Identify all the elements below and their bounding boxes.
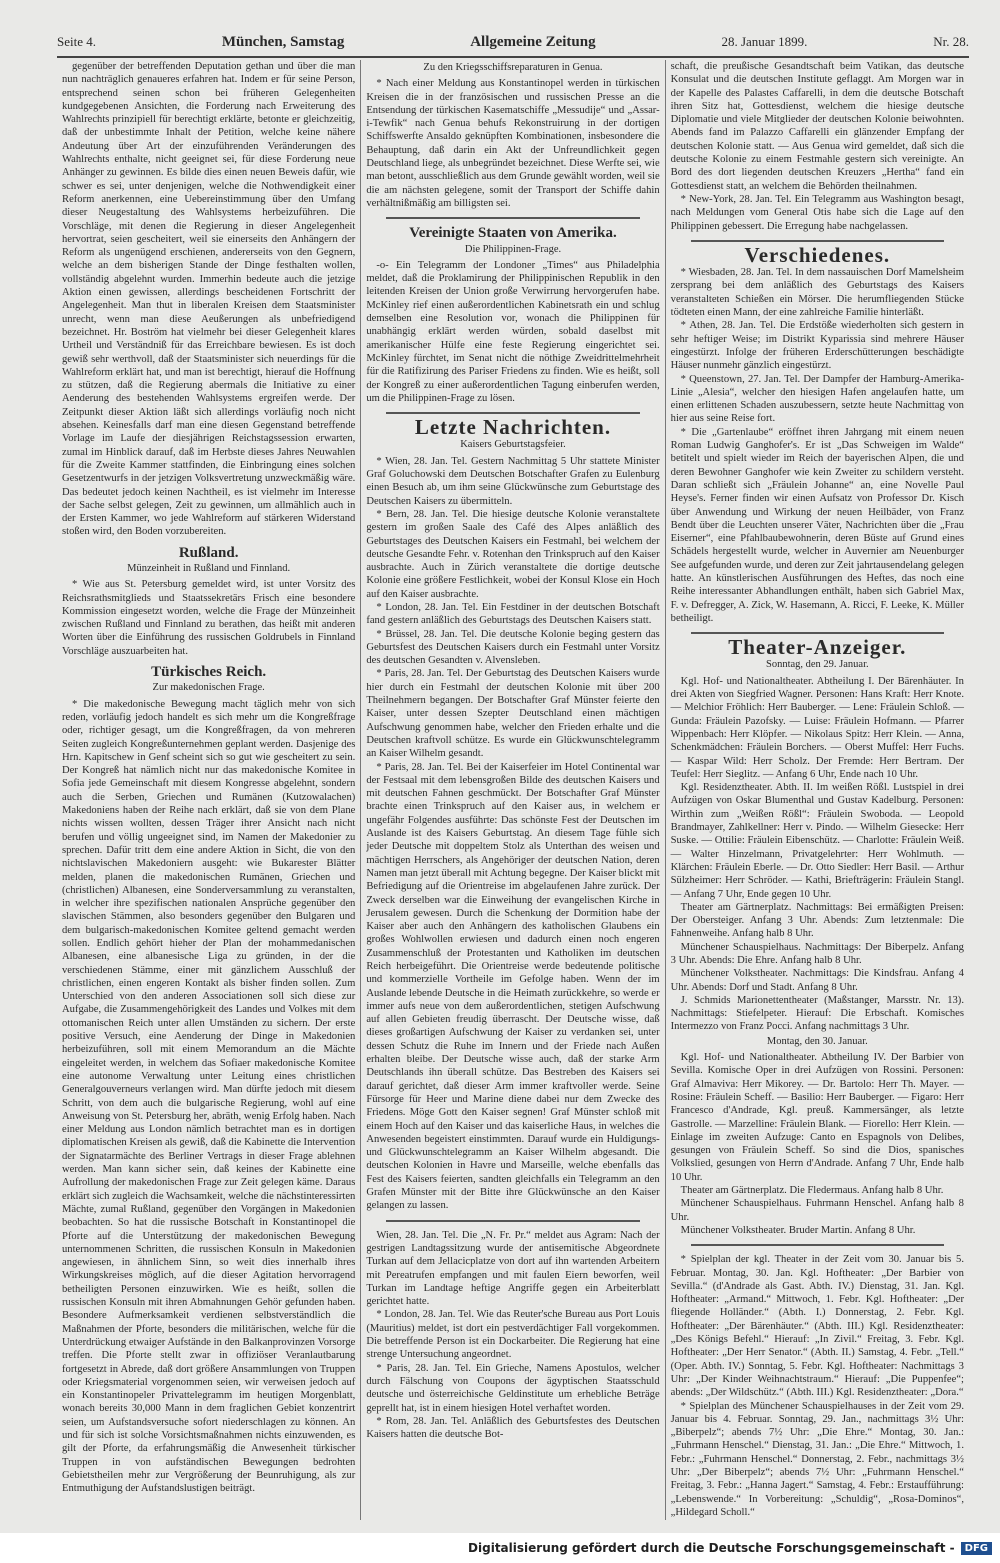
column-right [665, 60, 969, 1520]
subheading: Sonntag, den 29. Januar. [765, 659, 869, 671]
section-divider [386, 412, 639, 414]
subheading: Montag, den 30. Januar. [766, 1035, 868, 1047]
article-paragraph: * Spielplan des Münchener Schauspielhauses in der Zeit vom 29. Januar bis 4. Februar. Sonntag, 29. Jan., nachmittags 3½ Uhr: „Biberpelz“; abends 7½ Uhr: „Die Ehre.“ Montag, 30. Jan.: „Fuhrmann Henschel.“ Dienstag, 31. Jan.: „Die Ehre.“ Mittwoch, 1. Febr.: „Fuhrmann Henschel.“ Donnerstag, 2. Febr., nachmittags 3½ Uhr: „Der Biberpelz“; abends 7½ Uhr: „Fuhrmann Henschel.“ Freitag, 3. Febr.: „Hanna Jagert.“ Samstag, 4. Febr.: Erstaufführung: „Lebenswende.“ In Vorbereitung: „Schuldig“, „Rosa-Dominos“, „Hildegard Scholl.“ [670, 1400, 964, 1518]
newspaper-title: Allgemeine Zeitung [470, 34, 596, 50]
section-heading: Verschiedenes. [744, 242, 891, 267]
subheading: Kaisers Geburtstagsfeier. [460, 439, 566, 451]
article-paragraph: * Queenstown, 27. Jan. Tel. Der Dampfer der Hamburg-Amerika-Linie „Alesia“, welcher den hiesigen Hafen angelaufen hatte, um einen erlittenen Schaden auszubessern, setzte heute Nachmittag von hier aus seine Reise fort. [670, 373, 964, 425]
column-middle [360, 60, 664, 1520]
theater-listing: Münchener Volkstheater. Bruder Martin. Anfang 8 Uhr. [680, 1224, 916, 1236]
article-paragraph: * Bern, 28. Jan. Tel. Die hiesige deutsche Kolonie veranstaltete gestern im großen Saale des Café des Alpes anläßlich des Geburtstages des Deutschen Kaisers ein Festmahl, bei welchem der deutsche Gesandte Fehr. v. Rotenhan den Trinkspruch auf den Kaiser ausbrachte. Auch in Zürich veranstaltete die dortige deutsche Kolonie eine größere Festlichkeit, wobei der Konsul Klose ein Hoch auf den Kaiser ausbrachte. [366, 508, 660, 600]
article-paragraph: schaft, die preußische Gesandtschaft beim Vatikan, das deutsche Konsulat und die deutschen Institute geflaggt. Am Morgen war in der Kapelle des Palastes Caffarelli, in dem die deutsche Botschaft ihren Sitz hat, Gottesdienst, welchem die hiesige deutsche Diplomatie und viele Mitglieder der deutschen Kolonie beiwohnten. Abends fand im Palazzo Caffarelli ein glänzender Empfang der deutschen Kolonie statt. — Aus Genua wird gemeldet, daß sich die deutsche Kolonie zu einem Festmahle gestern sich vereinigte. An Bord des dort liegenden deutschen Kreuzers „Hertha“ fand ein Gottesdienst statt, an welchem die Behörden theilnahmen. [670, 61, 964, 192]
article-paragraph: * Rom, 28. Jan. Tel. Anläßlich des Geburtsfestes des Deutschen Kaisers hatten die deutsche Bot- [366, 1415, 660, 1441]
theater-listing: Theater am Gärtnerplatz. Die Fledermaus. Anfang halb 8 Uhr. [680, 1185, 944, 1197]
section-divider [386, 1220, 639, 1222]
dfg-logo: DFG [961, 1542, 992, 1555]
article-paragraph: * Wien, 28. Jan. Tel. Gestern Nachmittag 5 Uhr stattete Minister Graf Goluchowski dem Deutschen Botschafter Grafen zu Eulenburg einen Besuch ab, um ihm seine Glückwünsche zum Geburtstage des Deutschen Kaisers zu übermitteln. [366, 455, 660, 507]
theater-listing: Münchener Schauspielhaus. Nachmittags: Der Biberpelz. Anfang 3 Uhr. Abends: Die Ehre. Anfang halb 8 Uhr. [670, 941, 964, 966]
subheading: Zu den Kriegsschiffsreparaturen in Genua. [423, 62, 603, 73]
article-paragraph: * Nach einer Meldung aus Konstantinopel werden in türkischen Kreisen die in der französischen und russischen Presse an die Entsendung der türkischen Kasematschiffe „Messudije“ und „Assar-i-Tewfik“ nach Genua behufs Rekonstruirung in der dortigen Schiffswerfte Ansaldo geknüpften Kombinationen, insbesondere die Behauptung, daß darin ein Akt der Unfreundlichkeit gegen Deutschland liege, als unbegründet bezeichnet. Diese Werfte sei, wie man betont, ausschließlich aus dem Grunde gewählt worden, weil sie die am nächsten gelegene, somit der Transport der Schiffe dahin verhältnißmäßig am billigsten sei. [366, 78, 660, 209]
article-paragraph: Wien, 28. Jan. Tel. Die „N. Fr. Pr.“ meldet aus Agram: Nach der gestrigen Landtagssitzung wurde der antisemitische Abgeordnete Turkan auf dem Jellacicplatze von dort auf ihn wartenden Arbeitern mit Pereatrufen empfangen und mit faulen Eiern beworfen, weil Turkan im Landtage heftige Angriffe gegen ein Arbeiterblatt gerichtet hatte. [366, 1229, 660, 1308]
subheading: Die Philippinen-Frage. [464, 243, 562, 255]
article-paragraph: * Paris, 28. Jan. Tel. Bei der Kaiserfeier im Hotel Continental war der Festsaal mit dem lebensgroßen Bilde des deutschen Kaisers und mit deutschen Fahnen geschmückt. Der Botschafter Graf Münster brachte einen Trinkspruch auf den Kaiser aus, in welchem er ungefähr Folgendes ausführte: Das schönste Fest der Deutschen im Auslande ist des Kaisers Geburtstag. An diesem Tage fühle sich jeder Deutsche mit doppeltem Stolz als Unterthan des weisen und mächtigen Herrschers, als Angehöriger der deutschen Nation, deren Namen man jetzt überall mit Achtung begegne. Der Kaiser blickt mit Befriedigung auf die Orientreise im abgelaufenen Jahre zurück. Der Zweck derselben war die Einweihung der evangelischen Kirche in Jerusalem gewesen. Durch die Schenkung der Dormition habe der Kaiser aber auch den Anhängern des katholischen Glaubens ein großes Wohlwollen erwiesen und dadurch einen noch engeren Zusammenschluß der Protestanten und Katholiken im deutschen Reich herbeigeführt. Die Orientreise werde bedeutende politische und kommerzielle Vortheile im Gefolge haben. Wenn der im Auslande lebende Deutsche in die Heimath zurückkehre, so werde er immer aufs neue von dem außerordentlichen, stetigen Aufschwung auf allen Gebieten freudig überrascht. Der Deutsche wisse, daß dieses großartigen Aufschwung der Kaiser zu verdanken sei, unter dessen Schutz die Ruhe im Innern und der Friede nach Außen erhalten bleibe. Der Deutsche wisse auch, daß der starke Arm Deutschlands ihn überall schütze. Das Bestreben des Kaisers sei darauf gerichtet, daß dieser Arm immer kraftvoller werde. Seine Fürsorge für Heer und Marine diene dabei nur dem Zwecke des Friedens. Möge Gott den Kaiser segnen! Graf Münster schloß mit einem Hoch auf den Kaiser und das kaiserliche Haus, in welches die Anwesenden begeistert einstimmten. Darauf wurde ein Huldigungs- und Glückwunschtelegramm an Kaiser Wilhelm abgesandt. Die deutschen Kolonien in Havre und Marseille, welche ebenfalls das Fest des Kaisers feierten, sandten gleichfalls ein Telegramm an den Grafen Münster mit der Bitte ihre Glückwünsche an den Kaiser gelangen zu lassen. [366, 761, 660, 1212]
article-paragraph: gegenüber der betreffenden Deputation gethan und über die man nun nachträglich genaueres erfahren hat. Indem er für seine Person, entsprechend seinen schon bei früheren Gelegenheiten kundgegebenen Ansichten, die Forderung nach Erweiterung des Wahlrechts prinzipiell für berechtigt erklärte, betonte er gleichzeitig, daß der unbestimmte Inhalt der Petition, welche keine nähere Andeutung über Art der einzuführenden Veränderungen des Wahlrechts enthalte, nicht geeignet sei, für diese Forderung neue Anhänger zu gewinnen. Es bilde dies einen neuen Beweis dafür, wie schwer es sei, unter denjenigen, welche die Nothwendigkeit einer Reform anerkennen, eine Uebereinstimmung über den Umfang dieser Neugestaltung des Wahlsystems herbeizuführen. Die Vorschläge, mit denen die Regierung in dieser Angelegenheit hervortrat, seien gescheitert, weil sie einerseits den Anhängern der Reform als ungenügend erschienen, andererseits von den Gegnern, welche an dem bisherigen Stande der Dinge festhalten wollen, vollständig abgelehnt wurden. Immerhin bedeute auch die jetzige Aktion einen gewissen, allerdings bescheidenen Fortschritt der Angelegenheit. Man thut in liberalen Kreisen dem Staatsminister unrecht, wenn man diese Aeußerungen als unbefriedigend bezeichnet. Hr. Boström hat vielmehr bei dieser Gelegenheit klares Urtheil und Verständniß für das Erreichbare bewiesen. Es ist doch gewiß sehr werthvoll, daß der Staatsminister sich neuerdings für die Wahlreform erklärt hat, und man ist berechtigt, hierauf die Hoffnung zu stützen, daß die Regierung abermals die Initiative zu einer Aenderung des bestehenden Wahlsystems ergreifen werde. Der Zeitpunkt dieser Aktion läßt sich allerdings vorläufig noch nicht absehen. Keinesfalls darf man eine diesen Gegenstand betreffende Vorlage im Laufe der diesjährigen Reichstagssession erwarten, zumal im Hinblick darauf, daß im Herbste dieses Jahres Neuwahlen für die Zweite Kammer stattfinden, die Einbringung eines solchen Gesetzentwurfs in der jetzigen Volksvertretung unzweckmäßig wäre. Das bedeutet jedoch keinen Nachtheil, es ist vielmehr im Interesse der Sache selbst gelegen, Zeit zu gewinnen, um allmählich auch in der Ersten Kammer, wo jede Wahlreform auf stärkeren Widerstand stoßen wird, den Boden vorzubereiten. [62, 61, 356, 538]
article-paragraph: -o- Ein Telegramm der Londoner „Times“ aus Philadelphia meldet, daß die Proklamirung der Philippinischen Republik in den leitenden Kreisen der Union große Verwirrung hervorgerufen habe. McKinley rief einen außerordentlichen Kabinetsrath ein und schlug demselben eine Resolution vor, wonach die Philippinen für unabhängig erklärt werden würden, sobald daselbst mit amerikanischer Hülfe eine feste Regierung eingerichtet sei. McKinley fürchtet, im Senat nicht die nöthige Zweidrittelmehrheit für die Ratifizirung des Pariser Friedens zu finden. Wie es heißt, soll der Kongreß zu einer außerordentlichen Tagung einberufen werden, um die Philippinen-Frage zu lösen. [366, 259, 660, 404]
theater-listing: Münchener Schauspielhaus. Fuhrmann Henschel. Anfang halb 8 Uhr. [670, 1198, 964, 1223]
subheading: Münzeinheit in Rußland und Finnland. [127, 562, 291, 574]
issue-date: 28. Januar 1899. [721, 34, 808, 49]
section-heading: Türkisches Reich. [151, 664, 267, 681]
page-number: Seite 4. [57, 34, 96, 49]
column-left [57, 60, 360, 1520]
theater-listing: Kgl. Hof- und Nationaltheater. Abtheilung I. Der Bärenhäuter. In drei Akten von Siegfried Wagner. Personen: Hans Kraft: Herr Knote. — Melchior Fröhlich: Herr Bauberger. — Lene: Fräulein Schloß. — Gunda: Fräulein Pazofsky. — Luise: Fräulein Hofmann. — Pfarrer Wippenbach: Herr Klöpfer. — Nikolaus Spitz: Herr Klein. — Anna, Schenkmädchen: Fräulein Borchers. — Oberst Muffel: Herr Fuchs. — Kaspar Wild: Herr Scholz. Der Fremde: Herr Bertram. Der Teufel: Herr Sieglitz. — Anfang 6 Uhr, Ende nach 10 Uhr. [670, 675, 964, 780]
article-paragraph: * Spielplan der kgl. Theater in der Zeit vom 30. Januar bis 5. Februar. Montag, 30. Jan. Kgl. Hoftheater: „Der Barbier von Sevilla.“ (d'Andrade als Gast. Abth. IV.) Dienstag, 31. Jan. Kgl. Hoftheater: „Armand.“ Mittwoch, 1. Febr. Kgl. Hoftheater: „Der fliegende Holländer.“ (Abth. I.) Donnerstag, 2. Febr. Kgl. Hoftheater: „Der Bärenhäuter.“ (Abth. III.) Kgl. Residenztheater: „Des Königs Befehl.“ Hierauf: „In Zivil.“ Freitag, 3. Febr. Kgl. Hoftheater: „Der Herr Senator.“ (Abth. II.) Samstag, 4. Febr. „Tell.“ (Oper. Abth. IV.) Sonntag, 5. Febr. Kgl. Hoftheater: Nachmittags 3 Uhr: „Der Kinder Weihnachtstraum.“ Hierauf: „Die Puppenfee“; abends: „Der Wildschütz.“ (Abth. III.) Kgl. Residenztheater: „Dora.“ [670, 1254, 964, 1399]
section-divider [691, 1244, 944, 1246]
article-paragraph: * Paris, 28. Jan. Tel. Der Geburtstag des Deutschen Kaisers wurde hier durch ein Festmahl der deutschen Kolonie mit über 200 Theilnehmern begangen. Der Botschafter Graf Münster feierte den Kaiser, unter dessen Szepter Deutschland einen mächtigen Aufschwung genommen habe, welcher den Frieden erhalte und die Deutschen kraftvoll schütze. Es wurde ein Glückwunschtelegramm an Kaiser Wilhelm gesandt. [366, 668, 660, 760]
article-paragraph: * Die „Gartenlaube“ eröffnet ihren Jahrgang mit einem neuen Roman Ludwig Ganghofer's. Er ist „Das Schweigen im Walde“ betitelt und spielt wieder im Reich der bayerischen Alpen, die und deren Bewohner Ganghofer wie kein Zweiter zu schildern versteht. Daran schließt sich „Fräulein Johanne“ an, eine Novelle Paul Heyse's. Ferner finden wir einen Aufsatz von Professor Dr. Kisch über Anwendung und Wirkung der neuen Heilbäder, von Franz Bendt über die Leuchten unserer Väter, Nachrichten über die „Frau Eiserner“, eine Pfahlbaubewohnerin, deren Büste auf Grund eines Schädels hergestellt wurde, welcher in Auvernier am Neuenburger See aufgefunden wurde, und deren zur Zeit jahrtausendelang gelegen hatte. An künstlerischen Ausführungen des Heftes, das noch eine Reihe interessanter Abhandlungen enthält, haben sich Gabriel Max, F. v. Defregger, A. Zick, W. Hasemann, A. Ricci, F. Leeke, K. Müller betheiligt. [670, 426, 964, 624]
theater-listing: Kgl. Residenztheater. Abth. II. Im weißen Rößl. Lustspiel in drei Aufzügen von Oskar Blumenthal und Gustav Kadelburg. Personen: Wirthin zum „Weißen Rößl“: Fräulein Swoboda. — Leopold Brandmayer, Zahlkellner: Herr v. Pindo. — Wilhelm Giesecke: Herr Suske. — Ottilie: Fräulein Eibenschütz. — Charlotte: Fräulein Weiß. — Walter Hinzelmann, Privatgelehrter: Herr Wohlmuth. — Klärchen: Fräulein Eberle. — Dr. Otto Siedler: Herr Basil. — Arthur Sülzheimer: Herr Schröder. — Kathi, Briefträgerin: Fräulein Stangl. — Anfang 7 Uhr, Ende gegen 10 Uhr. [670, 782, 964, 900]
footer-credit: Digitalisierung gefördert durch die Deutsche Forschungsgemeinschaft - [468, 1541, 955, 1555]
issue-number: Nr. 28. [933, 34, 969, 49]
section-heading: Letzte Nachrichten. [414, 415, 612, 440]
article-paragraph: * Die makedonische Bewegung macht täglich mehr von sich reden, vorläufig jedoch handelt es sich mehr um die Kongreßfrage oder, richtiger gesagt, um die Kongreßfragen, da von mehreren Seiten zugleich Kongreßunternehmen geplant werden. Dasjenige des Hrn. Kapitschew in Genf scheint sich so gut wie gescheitert zu sein. Der Kongreß hat nämlich nicht nur das makedonische Komitee in Sofia jede Gemeinschaft mit diesem Kongresse abgelehnt, sondern auch die Serben, Griechen und Rumänen (Kutzowalachen) Makedoniens haben der Reihe nach erklärt, daß sie von dem Plane nichts wissen wollten, dessen Träger ihrer Ansicht nach nicht berufen und völlig ungeeignet sind, im Namen der Makedonier zu sprechen. Dafür tritt dem eine andere Aktion in Sicht, die von den nichtslavischen Makedoniern ausgeht: wie Bukarester Blätter melden, planen die makedonischen Rumänen, Griechen und (christlichen) Albanesen, eine Sonderversammlung zu veranstalten, in welcher ihre spezifischen nationalen Ansprüche gegenüber den slavischen Stämmen, also besonders gegenüber den Bulgaren und dem bulgarisch-makedonischen Komitee geltend gemacht werden sollen. Endlich gehört hieher der Plan der mohammedanischen Albanesen, eine albanesische Liga zu gründen, in der die verschiedenen Stämme, einer mit gänzlichem Ausschluß der christlichen, einen engeren Kontakt als bisher finden sollen. Zum Unterschied von den anderen Associationen soll sich diese zur Aufgabe, die Zusammengehörigkeit des Landes und Volkes mit dem ottomanischen Reich unter allen Umständen zu sichern. Der erste positive Versuch, eine Aenderung der Dinge in Makedonien herbeizuführen, soll mit einem Memorandum an die Mächte eingeleitet werden, in welchem das Sofiaer makedonische Komitee eine autonome Verwaltung unter Leitung eines christlichen Generalgouverneurs verlangen wird. Man dürfte jedoch mit diesem Schritt, von dem auch die bulgarische Regierung, wohl auf eine Anweisung von St. Petersburg her, abräth, wenig Erfolg haben. Nach einer Meldung aus London nämlich betrachtet man es in dortigen diplomatischen Kreisen als gewiß, daß die Kabinette die Intervention der Signatarmächte des Berliner Vertrags in dieser Frage ablehnen werden. Man kann sicher sein, daß keines der Kabinette eine Aufrollung der makedonischen Frage zur Zeit gelegen käme. Daraus erklärt sich zugleich die Wachsamkeit, welche die nächstinteressirten Mächte, zumal Rußland, gegenüber den Vorgängen in Makedonien beobachten. So hat die russische Botschaft in Konstantinopel die Pforte auf die Unterstützung der makedonischen Bewegung unternommenen Schritten, die russischen Konsuln in Makedonien angewiesen, in ähnlichem Sinn, so weit dies innerhalb ihres Wirkungskreises möglich, auf die dieser Agitation hervorragend betheiligten Personen einzuwirken. Wie es heißt, sollen die russischen Konsuln mit ihren Abmahnungen Gehör gefunden haben. Besondere Aufmerksamkeit verdienen selbstverständlich die Maßnahmen der Pforte, besonders die militärischen, welche für die Unterdrückung etwaiger Aufstände in den Balkanprovinzen Vorsorge treffen. Die Pforte stellt zwar in offiziöser Veranlautbarung fortgesetzt in Abrede, daß dort größere Ansammlungen von Truppen oder Kriegsmaterial vorgenommen seien, wir verweisen jedoch auf ein Konstantinopeler Privattelegramm im heutigen Morgenblatt, wonach bereits 30,000 Mann in dem fraglichen Gebiet konzentrirt seien, um Aufstandsversuche sofort niederschlagen zu können. An und für sich ist solche Vorsichtsmaßnahmen nichts einzuwenden, es gilt der Pforte, da erfahrungsmäßig die Anwesenheit türkischer Truppen in von aufständischen Bewegungen bedrohten Gebietstheilen mehr zur Vergrößerung der Beunruhigung, als zur Entmuthigung der Aufstandslustigen beiträgt. [62, 698, 356, 1495]
section-heading: Theater-Anzeiger. [728, 635, 907, 660]
theater-listing: Theater am Gärtnerplatz. Nachmittags: Bei ermäßigten Preisen: Der Obersteiger. Anfang 3 Uhr. Abends: Zum letztenmale: Die Fahnenweihe. Anfang halb 8 Uhr. [670, 901, 964, 940]
page-header [57, 34, 969, 58]
article-paragraph: * New-York, 28. Jan. Tel. Ein Telegramm aus Washington besagt, nach Meldungen vom General Otis habe sich die Lage auf den Philippinen gebessert. Die Erregung habe nachgelassen. [670, 193, 964, 232]
article-paragraph: * Wiesbaden, 28. Jan. Tel. In dem nassauischen Dorf Mamelsheim zersprang bei dem anläßlich des Geburtstags des Kaisers veranstalteten Schießen ein Mörser. Die herumfliegenden Stücke tödteten einen Mann, der eine zahlreiche Familie hinterläßt. [670, 267, 964, 319]
city-day: München, Samstag [221, 34, 345, 50]
article-paragraph: * Paris, 28. Jan. Tel. Ein Grieche, Namens Apostulos, welcher durch Fälschung von Coupons der ägyptischen Staatsschuld deutsche und österreichische Geldinstitute um erhebliche Beträge geprellt hat, ist in einem hiesigen Hotel verhaftet worden. [366, 1362, 660, 1414]
article-columns [57, 60, 969, 1520]
section-heading: Rußland. [178, 544, 239, 561]
section-divider [691, 240, 944, 242]
section-divider [386, 217, 639, 219]
article-paragraph: * Athen, 28. Jan. Tel. Die Erdstöße wiederholten sich gestern in sehr heftiger Weise; im Distrikt Kyparissia sind mehrere Häuser eingestürzt. Infolge der früheren Erderschütterungen beschädigte Häuser nunmehr gänzlich eingestürzt. [670, 320, 964, 372]
subheading: Zur makedonischen Frage. [152, 682, 265, 694]
theater-listing: J. Schmids Marionettentheater (Maßstanger, Marsstr. Nr. 13). Nachmittags: Stiefelpeter. Hierauf: Die Erbschaft. Komisches Intermezzo von Franz Pocci. Anfang nachmittags 3 Uhr. [670, 994, 964, 1033]
theater-listing: Münchener Volkstheater. Nachmittags: Die Kindsfrau. Anfang 4 Uhr. Abends: Dorf und Stadt. Anfang 8 Uhr. [670, 968, 964, 993]
section-divider [691, 632, 944, 634]
article-paragraph: * Brüssel, 28. Jan. Tel. Die deutsche Kolonie beging gestern das Geburtsfest des Deutschen Kaisers durch ein Festmahl unter Vorsitz des deutschen Gesandten v. Alvensleben. [366, 628, 660, 667]
article-paragraph: * Wie aus St. Petersburg gemeldet wird, ist unter Vorsitz des Reichsrathsmitglieds und Staatssekretärs Frisch eine besondere Kommission eingesetzt worden, welche die Frage der Münzeinheit zwischen Rußland und Finnland zu berathen, das heißt mit anderen Worten über die Einführung des russischen Goldrubels in Finnland Vorschläge auszuarbeiten hat. [62, 579, 356, 657]
section-heading: Vereinigte Staaten von Amerika. [409, 225, 617, 242]
theater-listing: Kgl. Hof- und Nationaltheater. Abtheilung IV. Der Barbier von Sevilla. Komische Oper in drei Aufzügen von Rossini. Personen: Graf Almaviva: Herr Mikorey. — Dr. Bartolo: Herr Th. Mayer. — Rosine: Fräulein Scheff. — Basilio: Herr Bauberger. — Figaro: Herr Francesco d'Andrade, Kgl. preuß. Kammersänger, als letzte Gastrolle. — Marzelline: Fräulein Blank. — Fiorello: Herr Klein. — Einlage im zweiten Aufzuge: Canto en Espagnols von Delibes, gesungen von Fräulein Scheff. So sind die Dios, spanisches Volkslied, gesungen von Herrn d'Andrade. Anfang 7 Uhr, Ende halb 10 Uhr. [670, 1052, 964, 1183]
article-paragraph: * London, 28. Jan. Tel. Ein Festdiner in der deutschen Botschaft fand gestern anläßlich des Geburtstags des Deutschen Kaisers statt. [366, 601, 660, 627]
article-paragraph: * London, 28. Jan. Tel. Wie das Reuter'sche Bureau aus Port Louis (Mauritius) meldet, ist dort ein pestverdächtiger Fall vorgekommen. Die betreffende Person ist ein Dockarbeiter. Die Regierung hat eine strenge Untersuchung angeordnet. [366, 1309, 660, 1361]
digitization-footer [0, 1533, 1000, 1563]
